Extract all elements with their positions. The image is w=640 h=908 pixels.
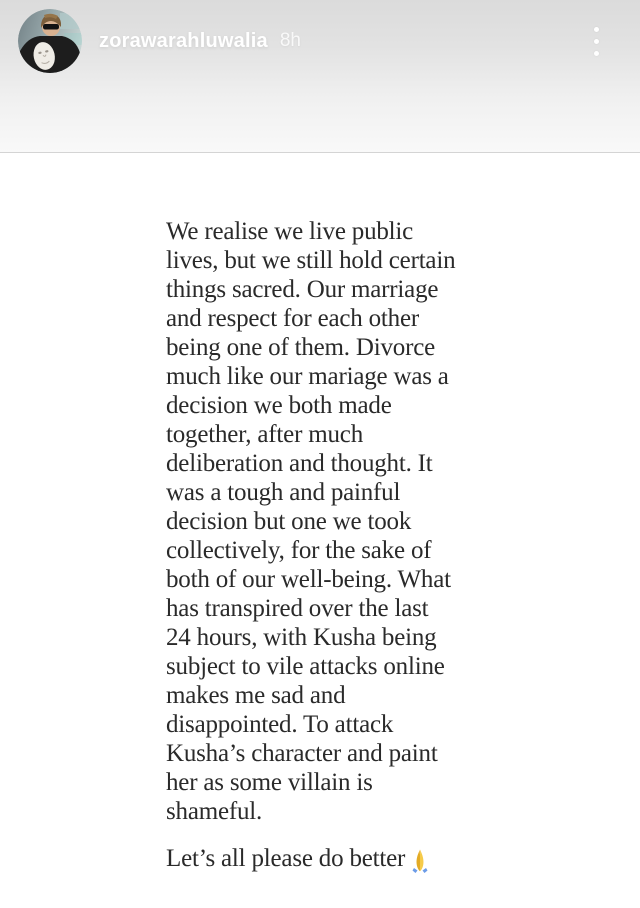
story-text-line: collectively, for the sake of — [166, 537, 432, 564]
story-text-line: together, after much — [166, 421, 363, 448]
story-timestamp: 8h — [279, 30, 301, 51]
kebab-menu-icon — [594, 27, 599, 32]
story-text-line: disappointed. To attack — [166, 711, 394, 738]
story-text-line: both of our well-being. What — [166, 566, 451, 593]
avatar[interactable] — [18, 9, 82, 73]
story-text-line: was a tough and painful — [166, 479, 401, 506]
story-text-line: Kusha’s character and paint — [166, 740, 438, 767]
story-text-line: her as some villain is — [166, 769, 373, 796]
story-text-line: lives, but we still hold certain — [166, 247, 456, 274]
story-text-line: 24 hours, with Kusha being — [166, 624, 437, 651]
story-text-line: shameful. — [166, 798, 263, 825]
kebab-menu-icon — [594, 39, 599, 44]
story-text-line: decision but one we took — [166, 508, 412, 535]
more-options-button[interactable] — [582, 18, 610, 64]
story-text — [166, 217, 526, 873]
story-text-line: and respect for each other — [166, 305, 419, 332]
story-text-line: subject to vile attacks online — [166, 653, 445, 680]
username[interactable]: zorawarahluwalia — [99, 29, 268, 52]
kebab-menu-icon — [594, 51, 599, 56]
folded-hands-emoji — [407, 848, 433, 874]
story-text-line: We realise we live public — [166, 218, 414, 245]
story-text-line: has transpired over the last — [166, 595, 429, 622]
story-text-line: things sacred. Our marriage — [166, 276, 439, 303]
avatar-image — [18, 9, 82, 73]
story-text-line: being one of them. Divorce — [166, 334, 436, 361]
story-header — [0, 0, 640, 82]
story-text-line: makes me sad and — [166, 682, 346, 709]
closing-text: Let’s all please do better — [166, 845, 406, 872]
story-closing-line — [166, 844, 526, 873]
story-paragraph — [166, 217, 526, 826]
story-text-line: decision we both made — [166, 392, 392, 419]
story-text-line: deliberation and thought. It — [166, 450, 433, 477]
story-text-line: much like our mariage was a — [166, 363, 449, 390]
